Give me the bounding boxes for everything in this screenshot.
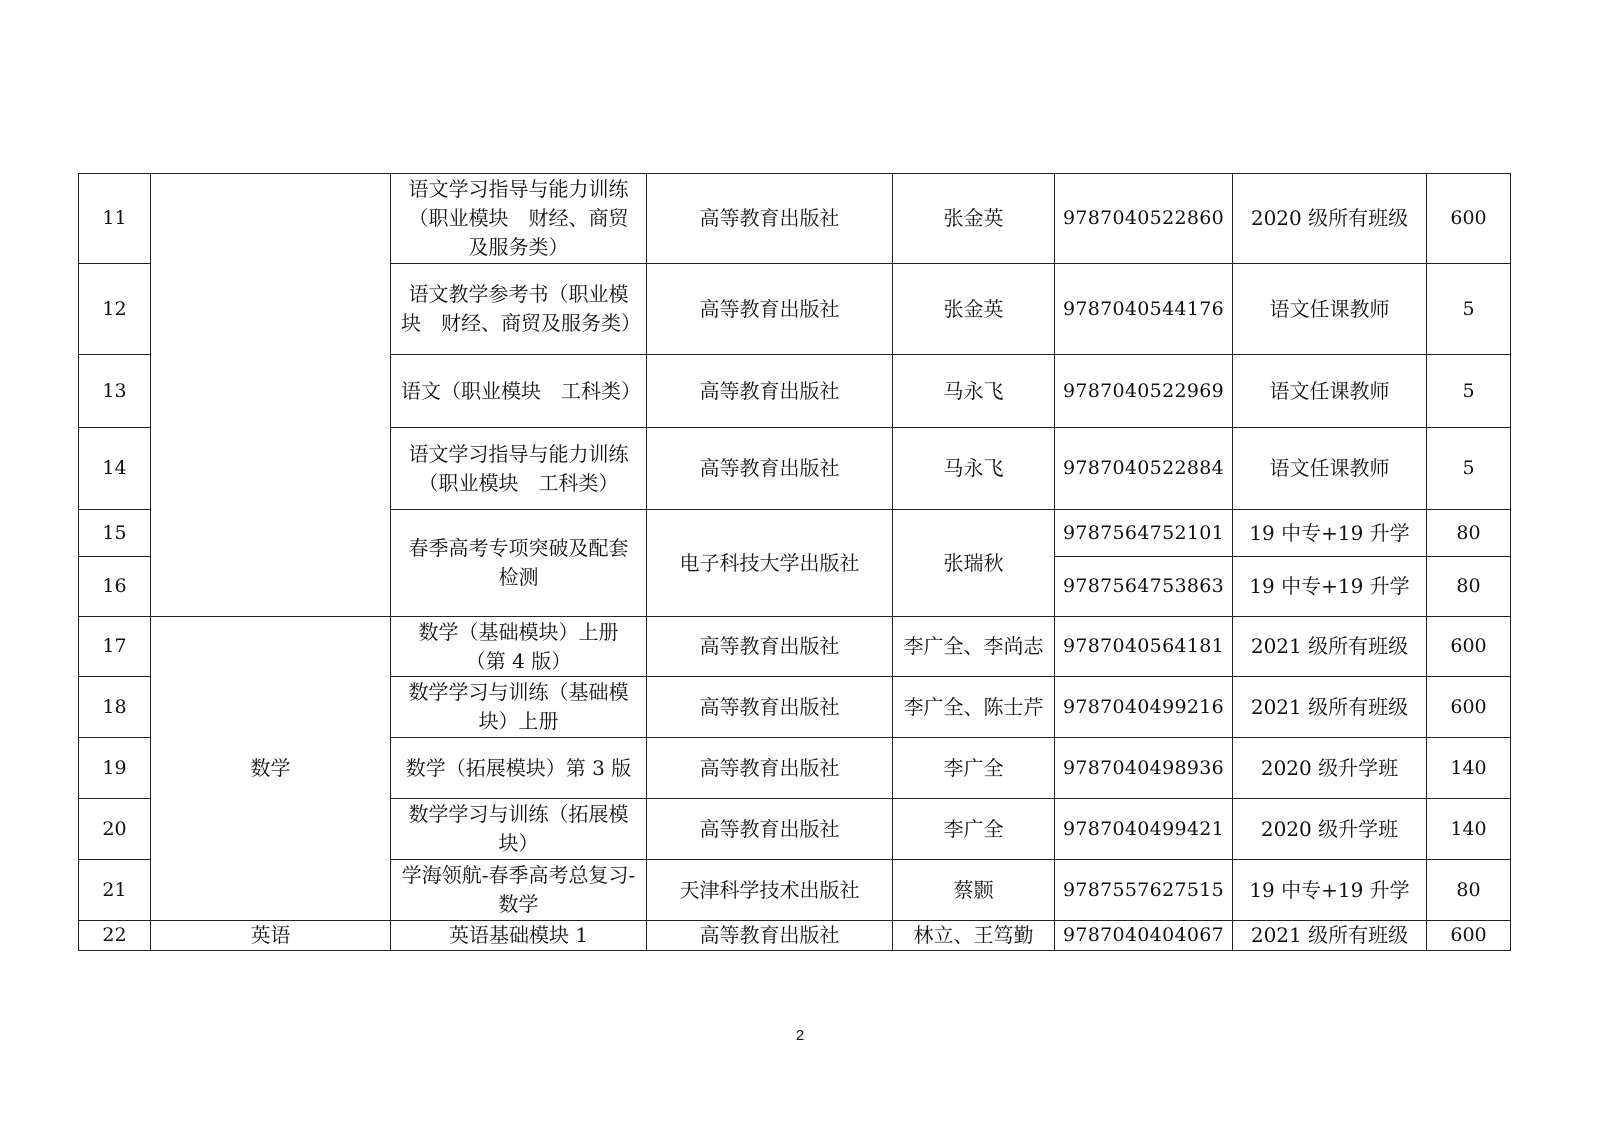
publisher: 高等教育出版社 bbox=[647, 677, 893, 738]
isbn: 9787040544176 bbox=[1055, 264, 1233, 355]
target-class: 语文任课教师 bbox=[1233, 428, 1427, 510]
publisher: 电子科技大学出版社 bbox=[647, 510, 893, 617]
row-number: 19 bbox=[79, 738, 151, 799]
target-class: 语文任课教师 bbox=[1233, 264, 1427, 355]
publisher: 高等教育出版社 bbox=[647, 617, 893, 677]
quantity: 140 bbox=[1427, 738, 1511, 799]
book-title: 数学（拓展模块）第 3 版 bbox=[391, 738, 647, 799]
table-row bbox=[79, 617, 1511, 677]
isbn: 9787040522969 bbox=[1055, 355, 1233, 428]
quantity: 140 bbox=[1427, 799, 1511, 860]
publisher: 高等教育出版社 bbox=[647, 921, 893, 951]
author: 张金英 bbox=[893, 264, 1055, 355]
isbn: 9787040404067 bbox=[1055, 921, 1233, 951]
row-number: 11 bbox=[79, 174, 151, 264]
isbn: 9787040522884 bbox=[1055, 428, 1233, 510]
book-title: 数学学习与训练（拓展模块） bbox=[391, 799, 647, 860]
page-number: 2 bbox=[795, 1027, 805, 1044]
book-title: 数学（基础模块）上册（第 4 版） bbox=[391, 617, 647, 677]
table-row bbox=[79, 921, 1511, 951]
target-class: 19 中专+19 升学 bbox=[1233, 860, 1427, 921]
publisher: 高等教育出版社 bbox=[647, 428, 893, 510]
book-title: 语文学习指导与能力训练（职业模块 工科类） bbox=[391, 428, 647, 510]
table-row bbox=[79, 174, 1511, 264]
row-number: 13 bbox=[79, 355, 151, 428]
isbn: 9787564753863 bbox=[1055, 557, 1233, 617]
target-class: 2020 级所有班级 bbox=[1233, 174, 1427, 264]
author: 李广全 bbox=[893, 738, 1055, 799]
book-title: 语文教学参考书（职业模块 财经、商贸及服务类） bbox=[391, 264, 647, 355]
target-class: 2021 级所有班级 bbox=[1233, 921, 1427, 951]
author: 李广全、李尚志 bbox=[893, 617, 1055, 677]
book-title: 学海领航-春季高考总复习-数学 bbox=[391, 860, 647, 921]
book-title: 春季高考专项突破及配套检测 bbox=[391, 510, 647, 617]
isbn: 9787040499216 bbox=[1055, 677, 1233, 738]
author: 马永飞 bbox=[893, 428, 1055, 510]
quantity: 5 bbox=[1427, 355, 1511, 428]
book-title: 语文（职业模块 工科类） bbox=[391, 355, 647, 428]
publisher: 天津科学技术出版社 bbox=[647, 860, 893, 921]
book-title: 英语基础模块 1 bbox=[391, 921, 647, 951]
publisher: 高等教育出版社 bbox=[647, 264, 893, 355]
target-class: 2021 级所有班级 bbox=[1233, 617, 1427, 677]
target-class: 2020 级升学班 bbox=[1233, 799, 1427, 860]
author: 张金英 bbox=[893, 174, 1055, 264]
publisher: 高等教育出版社 bbox=[647, 174, 893, 264]
author: 蔡颢 bbox=[893, 860, 1055, 921]
quantity: 5 bbox=[1427, 428, 1511, 510]
target-class: 2020 级升学班 bbox=[1233, 738, 1427, 799]
target-class: 19 中专+19 升学 bbox=[1233, 557, 1427, 617]
quantity: 600 bbox=[1427, 617, 1511, 677]
subject-cell-empty bbox=[151, 174, 391, 617]
quantity: 600 bbox=[1427, 174, 1511, 264]
author: 张瑞秋 bbox=[893, 510, 1055, 617]
publisher: 高等教育出版社 bbox=[647, 738, 893, 799]
row-number: 17 bbox=[79, 617, 151, 677]
book-title: 语文学习指导与能力训练（职业模块 财经、商贸及服务类） bbox=[391, 174, 647, 264]
isbn: 9787040522860 bbox=[1055, 174, 1233, 264]
publisher: 高等教育出版社 bbox=[647, 355, 893, 428]
row-number: 12 bbox=[79, 264, 151, 355]
target-class: 语文任课教师 bbox=[1233, 355, 1427, 428]
author: 李广全 bbox=[893, 799, 1055, 860]
row-number: 22 bbox=[79, 921, 151, 951]
row-number: 20 bbox=[79, 799, 151, 860]
row-number: 16 bbox=[79, 557, 151, 617]
target-class: 19 中专+19 升学 bbox=[1233, 510, 1427, 557]
subject-cell: 数学 bbox=[151, 617, 391, 921]
row-number: 21 bbox=[79, 860, 151, 921]
row-number: 14 bbox=[79, 428, 151, 510]
book-title: 数学学习与训练（基础模块）上册 bbox=[391, 677, 647, 738]
subject-cell: 英语 bbox=[151, 921, 391, 951]
row-number: 15 bbox=[79, 510, 151, 557]
isbn: 9787040499421 bbox=[1055, 799, 1233, 860]
quantity: 600 bbox=[1427, 921, 1511, 951]
isbn: 9787557627515 bbox=[1055, 860, 1233, 921]
textbook-table bbox=[78, 173, 1511, 951]
author: 林立、王笃勤 bbox=[893, 921, 1055, 951]
isbn: 9787040498936 bbox=[1055, 738, 1233, 799]
quantity: 80 bbox=[1427, 860, 1511, 921]
target-class: 2021 级所有班级 bbox=[1233, 677, 1427, 738]
isbn: 9787564752101 bbox=[1055, 510, 1233, 557]
quantity: 5 bbox=[1427, 264, 1511, 355]
quantity: 80 bbox=[1427, 557, 1511, 617]
quantity: 600 bbox=[1427, 677, 1511, 738]
row-number: 18 bbox=[79, 677, 151, 738]
quantity: 80 bbox=[1427, 510, 1511, 557]
isbn: 9787040564181 bbox=[1055, 617, 1233, 677]
publisher: 高等教育出版社 bbox=[647, 799, 893, 860]
author: 马永飞 bbox=[893, 355, 1055, 428]
author: 李广全、陈士芹 bbox=[893, 677, 1055, 738]
